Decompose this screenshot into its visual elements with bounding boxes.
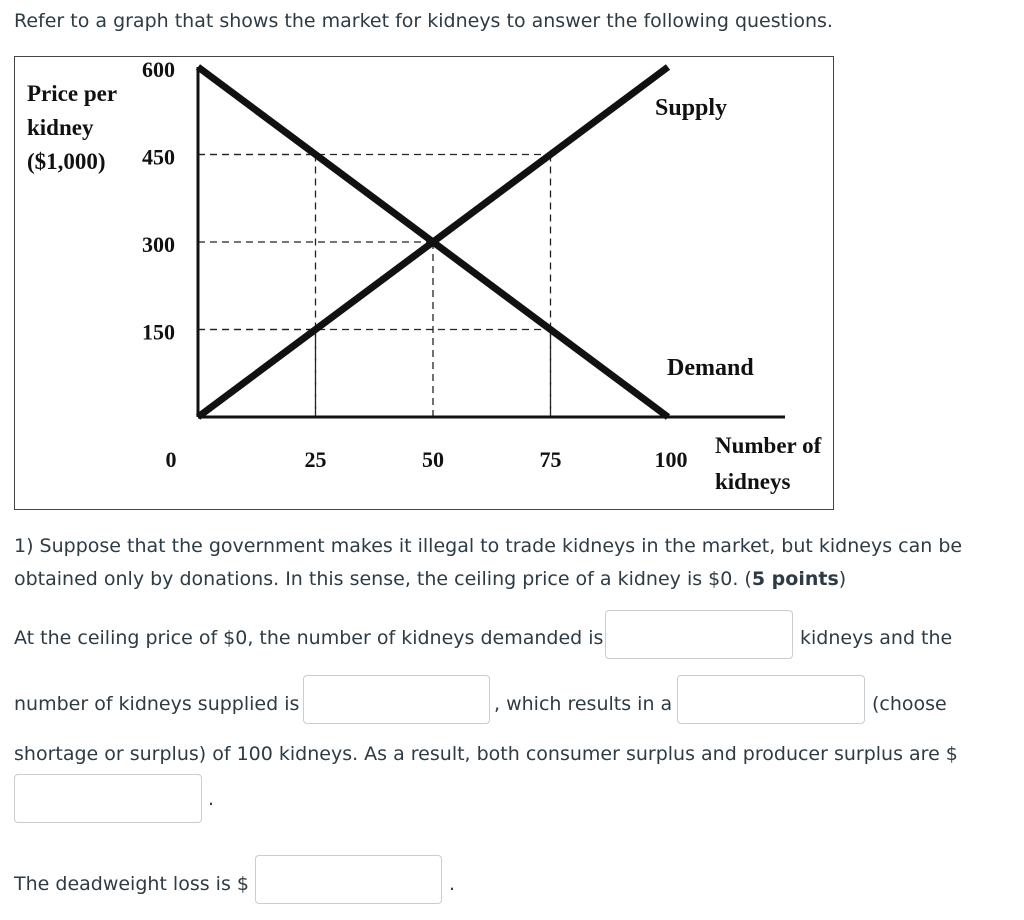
x-axis-label-line: Number of <box>715 433 822 458</box>
kidney-market-graph <box>14 56 834 510</box>
fill-line-2-before: number of kidneys supplied is <box>14 693 300 715</box>
x-tick-label: 50 <box>422 447 444 472</box>
x-tick-label: 25 <box>304 447 327 472</box>
x-axis-label-line: kidneys <box>715 469 791 494</box>
question-1 <box>14 530 1004 596</box>
kidneys-demanded-input[interactable] <box>605 610 793 659</box>
kidneys-supplied-input[interactable] <box>303 675 490 724</box>
y-tick-label: 150 <box>142 319 175 345</box>
demand-label: Demand <box>667 355 754 381</box>
question-points: 5 points <box>751 568 839 590</box>
fill-line-5-after: . <box>449 873 456 895</box>
fill-line-3: shortage or surplus) of 100 kidneys. As a result, both consumer surplus and producer surplus are $ <box>14 743 958 765</box>
intro-text: Refer to a graph that shows the market for kidneys to answer the following questions. <box>14 10 833 32</box>
fill-line-5-before: The deadweight loss is $ <box>14 873 249 895</box>
chart-svg <box>15 57 835 511</box>
y-axis-label-line: ($1,000) <box>27 149 106 174</box>
y-tick-label: 450 <box>142 144 175 170</box>
deadweight-loss-input[interactable] <box>255 855 442 904</box>
question-close: ) <box>838 568 847 590</box>
question-text: 1) Suppose that the government makes it illegal to trade kidneys in the market, but kidneys can be obtained only by donations. In this sense, the ceiling price of a kidney is $0. ( <box>14 535 963 590</box>
y-axis-label-line: kidney <box>27 115 94 140</box>
y-tick-label: 600 <box>142 57 175 82</box>
fill-line-2-mid: , which results in a <box>494 693 673 715</box>
fill-line-1-after: kidneys and the <box>800 627 953 649</box>
y-tick-label: 300 <box>142 232 175 257</box>
x-tick-label: 75 <box>539 447 562 472</box>
fill-line-2-after: (choose <box>872 693 947 715</box>
y-axis-label-line: Price per <box>27 81 118 106</box>
x-tick-label: 0 <box>165 447 177 472</box>
surplus-amount-input[interactable] <box>14 774 202 823</box>
fill-line-1-before: At the ceiling price of $0, the number of kidneys demanded is <box>14 627 604 649</box>
x-tick-label: 100 <box>654 447 688 472</box>
shortage-surplus-input[interactable] <box>677 675 865 724</box>
fill-line-4-after: . <box>208 788 215 810</box>
supply-label: Supply <box>655 95 728 121</box>
